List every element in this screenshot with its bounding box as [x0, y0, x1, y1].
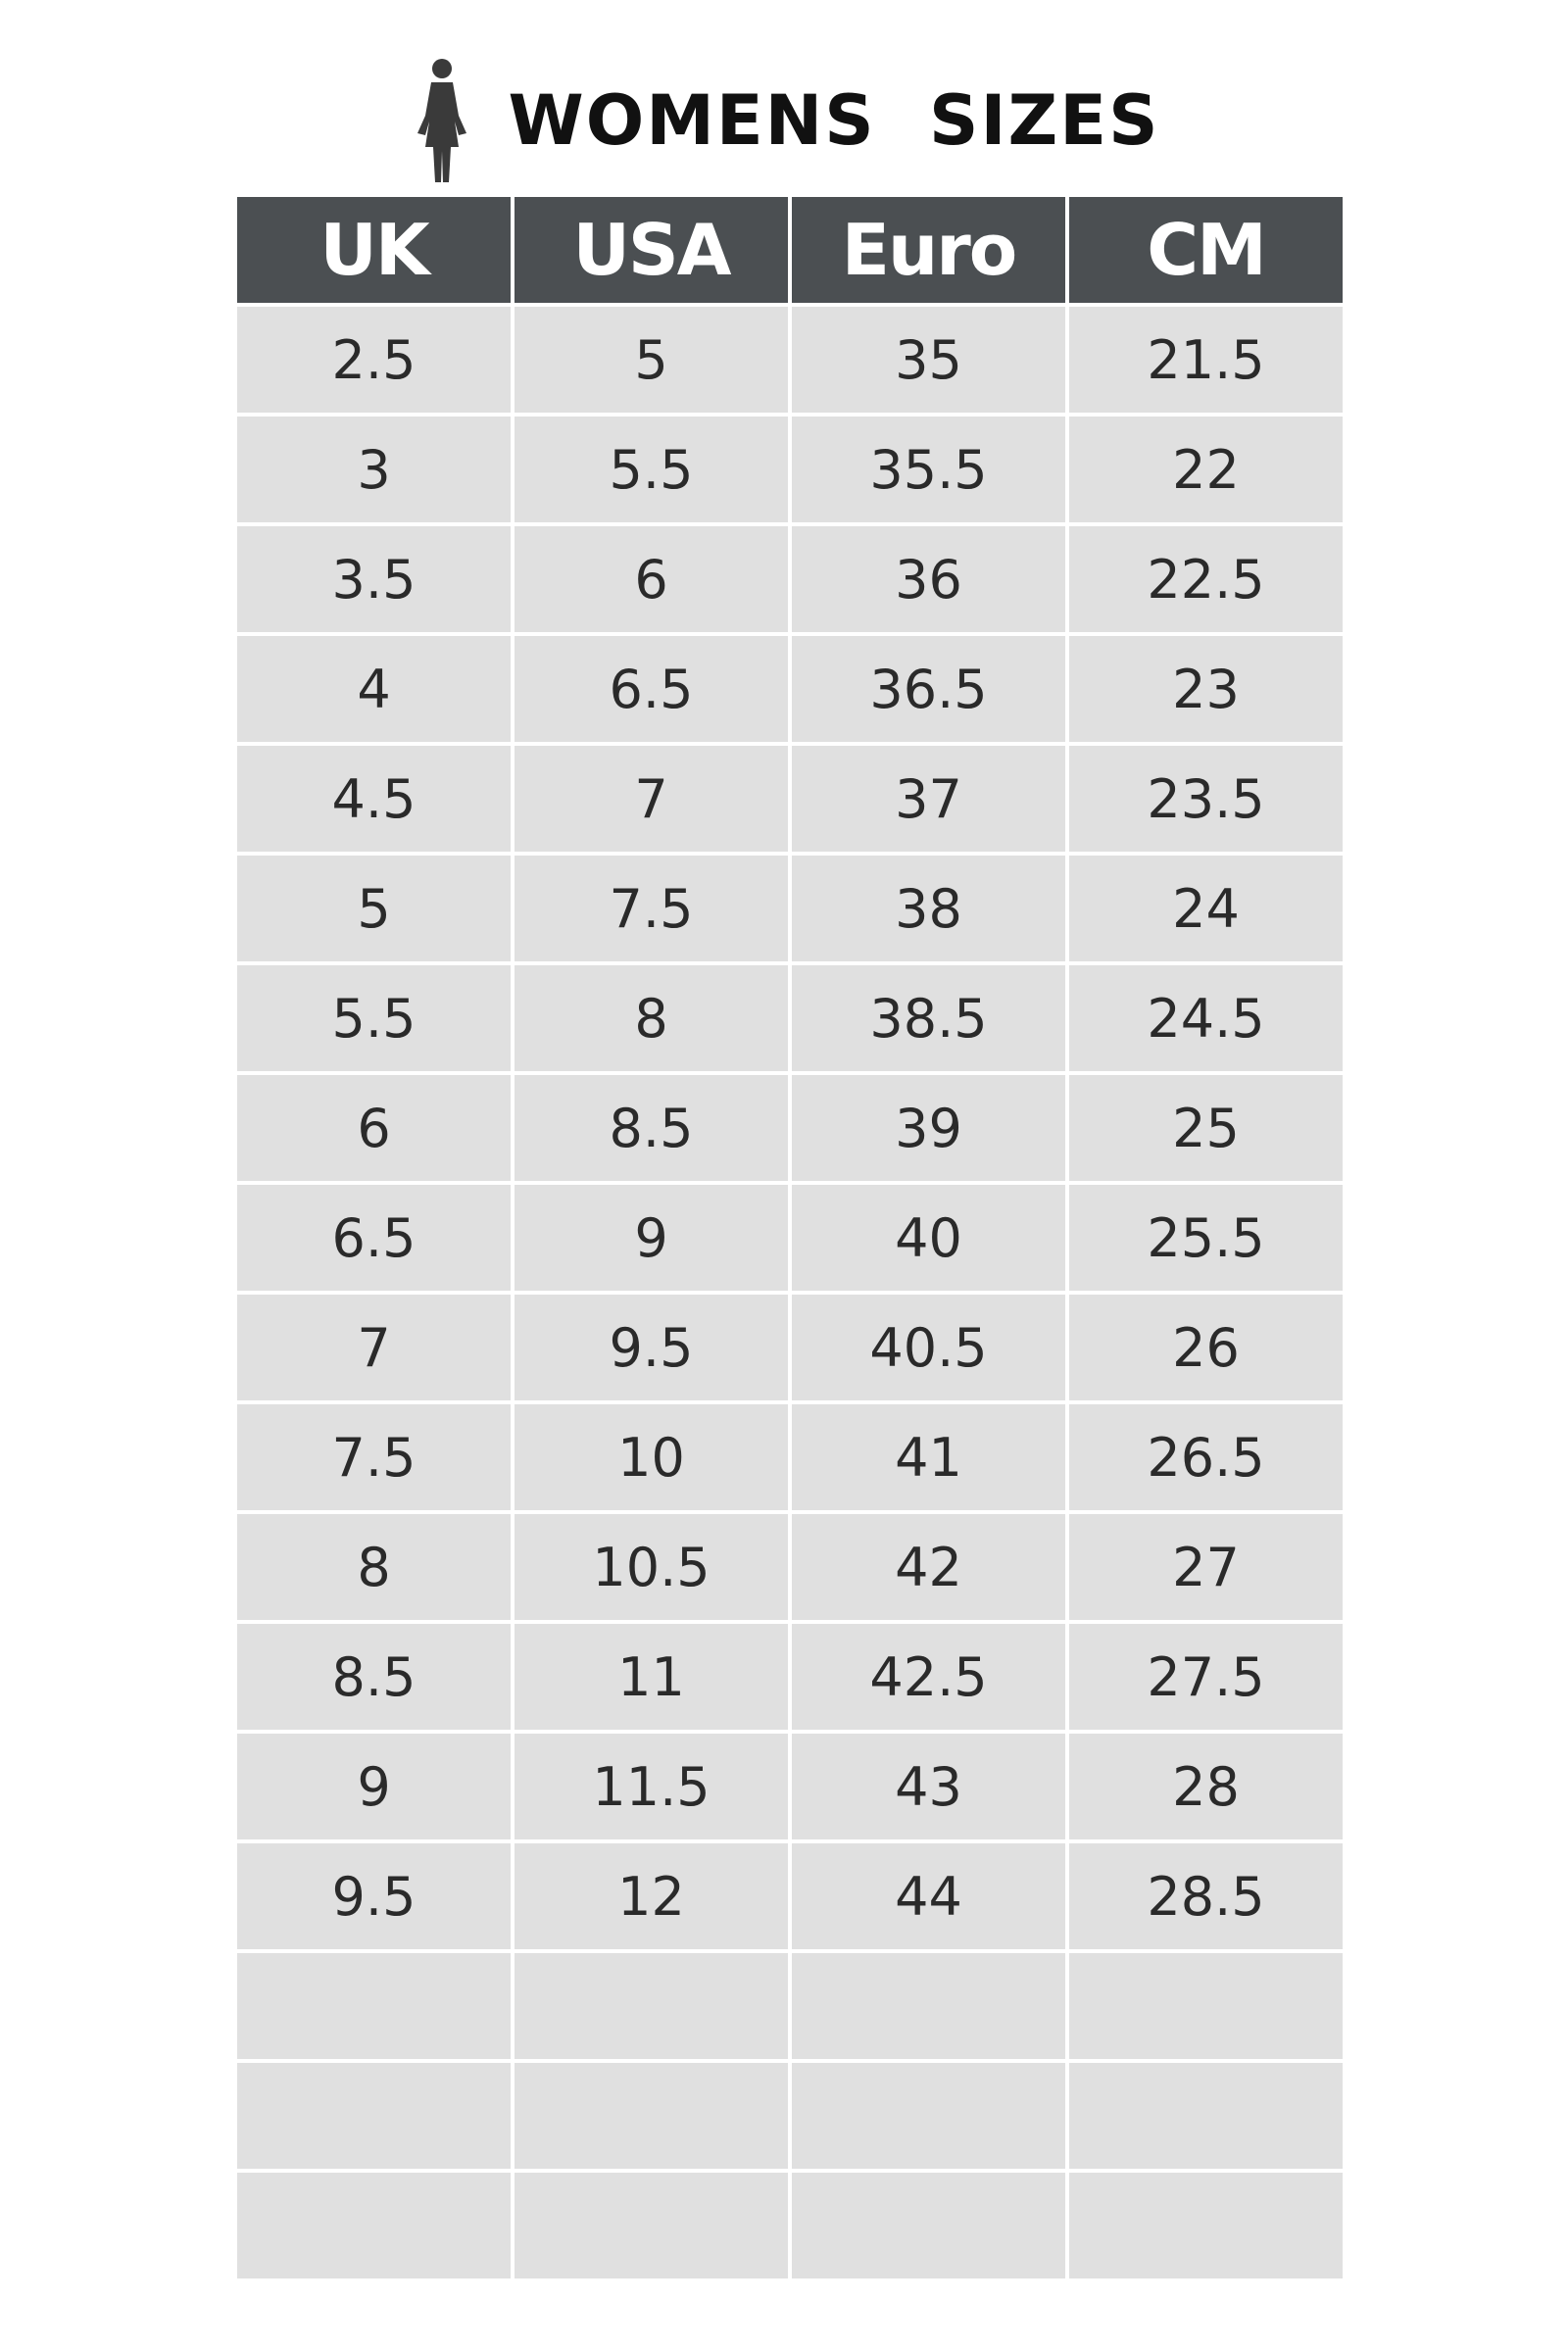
- cell-cm: 22.5: [1069, 526, 1343, 632]
- cell-euro: 43: [792, 1734, 1065, 1839]
- cell-usa: 7: [514, 746, 788, 852]
- table-row: [237, 1514, 1343, 1620]
- header-euro: Euro: [792, 197, 1065, 303]
- cell-cm: 27.5: [1069, 1624, 1343, 1730]
- cell-cm: 22: [1069, 416, 1343, 522]
- cell-usa: 6.5: [514, 636, 788, 742]
- cell-uk: [237, 2173, 511, 2278]
- table-row: [237, 1953, 1343, 2059]
- cell-euro: [792, 1953, 1065, 2059]
- woman-icon: [408, 57, 476, 184]
- cell-euro: 37: [792, 746, 1065, 852]
- table-row: [237, 416, 1343, 522]
- cell-euro: 35: [792, 307, 1065, 413]
- table-row: [237, 1404, 1343, 1510]
- cell-cm: [1069, 1953, 1343, 2059]
- cell-uk: 4.5: [237, 746, 511, 852]
- cell-uk: 6.5: [237, 1185, 511, 1291]
- cell-usa: [514, 2063, 788, 2169]
- page-title: WOMENS SIZES: [508, 80, 1160, 161]
- cell-euro: 36.5: [792, 636, 1065, 742]
- table-row: [237, 307, 1343, 413]
- cell-euro: 38.5: [792, 965, 1065, 1071]
- cell-uk: 6: [237, 1075, 511, 1181]
- cell-euro: 38: [792, 856, 1065, 961]
- cell-cm: 21.5: [1069, 307, 1343, 413]
- cell-usa: 10.5: [514, 1514, 788, 1620]
- cell-euro: 44: [792, 1843, 1065, 1949]
- table-row: [237, 965, 1343, 1071]
- cell-usa: 5.5: [514, 416, 788, 522]
- cell-usa: [514, 2173, 788, 2278]
- cell-usa: 8.5: [514, 1075, 788, 1181]
- table-row: [237, 856, 1343, 961]
- cell-uk: [237, 2063, 511, 2169]
- table-row: [237, 526, 1343, 632]
- table-row: [237, 1295, 1343, 1400]
- cell-uk: 5.5: [237, 965, 511, 1071]
- cell-euro: 40.5: [792, 1295, 1065, 1400]
- cell-cm: 24.5: [1069, 965, 1343, 1071]
- header-cm: CM: [1069, 197, 1343, 303]
- cell-uk: 8: [237, 1514, 511, 1620]
- cell-cm: 25.5: [1069, 1185, 1343, 1291]
- cell-uk: [237, 1953, 511, 2059]
- table-row: [237, 1185, 1343, 1291]
- header-usa: USA: [514, 197, 788, 303]
- cell-usa: [514, 1953, 788, 2059]
- cell-euro: 35.5: [792, 416, 1065, 522]
- cell-cm: 25: [1069, 1075, 1343, 1181]
- cell-uk: 7: [237, 1295, 511, 1400]
- cell-cm: 28: [1069, 1734, 1343, 1839]
- cell-euro: 42: [792, 1514, 1065, 1620]
- header-uk: UK: [237, 197, 511, 303]
- table-row: [237, 636, 1343, 742]
- table-row: [237, 1624, 1343, 1730]
- cell-cm: 28.5: [1069, 1843, 1343, 1949]
- cell-uk: 3.5: [237, 526, 511, 632]
- table-row: [237, 746, 1343, 852]
- cell-usa: 10: [514, 1404, 788, 1510]
- cell-uk: 9.5: [237, 1843, 511, 1949]
- cell-cm: 26.5: [1069, 1404, 1343, 1510]
- cell-euro: 42.5: [792, 1624, 1065, 1730]
- table-row: [237, 1075, 1343, 1181]
- cell-euro: [792, 2063, 1065, 2169]
- cell-uk: 8.5: [237, 1624, 511, 1730]
- table-row: [237, 2173, 1343, 2278]
- table-row: [237, 2063, 1343, 2169]
- cell-uk: 4: [237, 636, 511, 742]
- cell-usa: 11.5: [514, 1734, 788, 1839]
- cell-cm: 23.5: [1069, 746, 1343, 852]
- table-body: [237, 307, 1343, 2278]
- cell-euro: [792, 2173, 1065, 2278]
- cell-euro: 41: [792, 1404, 1065, 1510]
- cell-usa: 9.5: [514, 1295, 788, 1400]
- cell-usa: 8: [514, 965, 788, 1071]
- cell-uk: 3: [237, 416, 511, 522]
- cell-usa: 12: [514, 1843, 788, 1949]
- cell-euro: 39: [792, 1075, 1065, 1181]
- cell-cm: 24: [1069, 856, 1343, 961]
- cell-usa: 9: [514, 1185, 788, 1291]
- cell-euro: 36: [792, 526, 1065, 632]
- cell-usa: 11: [514, 1624, 788, 1730]
- cell-cm: 23: [1069, 636, 1343, 742]
- cell-usa: 5: [514, 307, 788, 413]
- header-row: [237, 197, 1343, 303]
- table-row: [237, 1734, 1343, 1839]
- cell-uk: 5: [237, 856, 511, 961]
- cell-uk: 9: [237, 1734, 511, 1839]
- cell-cm: [1069, 2173, 1343, 2278]
- cell-usa: 7.5: [514, 856, 788, 961]
- cell-euro: 40: [792, 1185, 1065, 1291]
- cell-uk: 7.5: [237, 1404, 511, 1510]
- cell-uk: 2.5: [237, 307, 511, 413]
- chart-title-bar: [0, 57, 1568, 184]
- table-row: [237, 1843, 1343, 1949]
- cell-cm: 27: [1069, 1514, 1343, 1620]
- cell-cm: [1069, 2063, 1343, 2169]
- cell-cm: 26: [1069, 1295, 1343, 1400]
- size-table: [233, 193, 1347, 2282]
- cell-usa: 6: [514, 526, 788, 632]
